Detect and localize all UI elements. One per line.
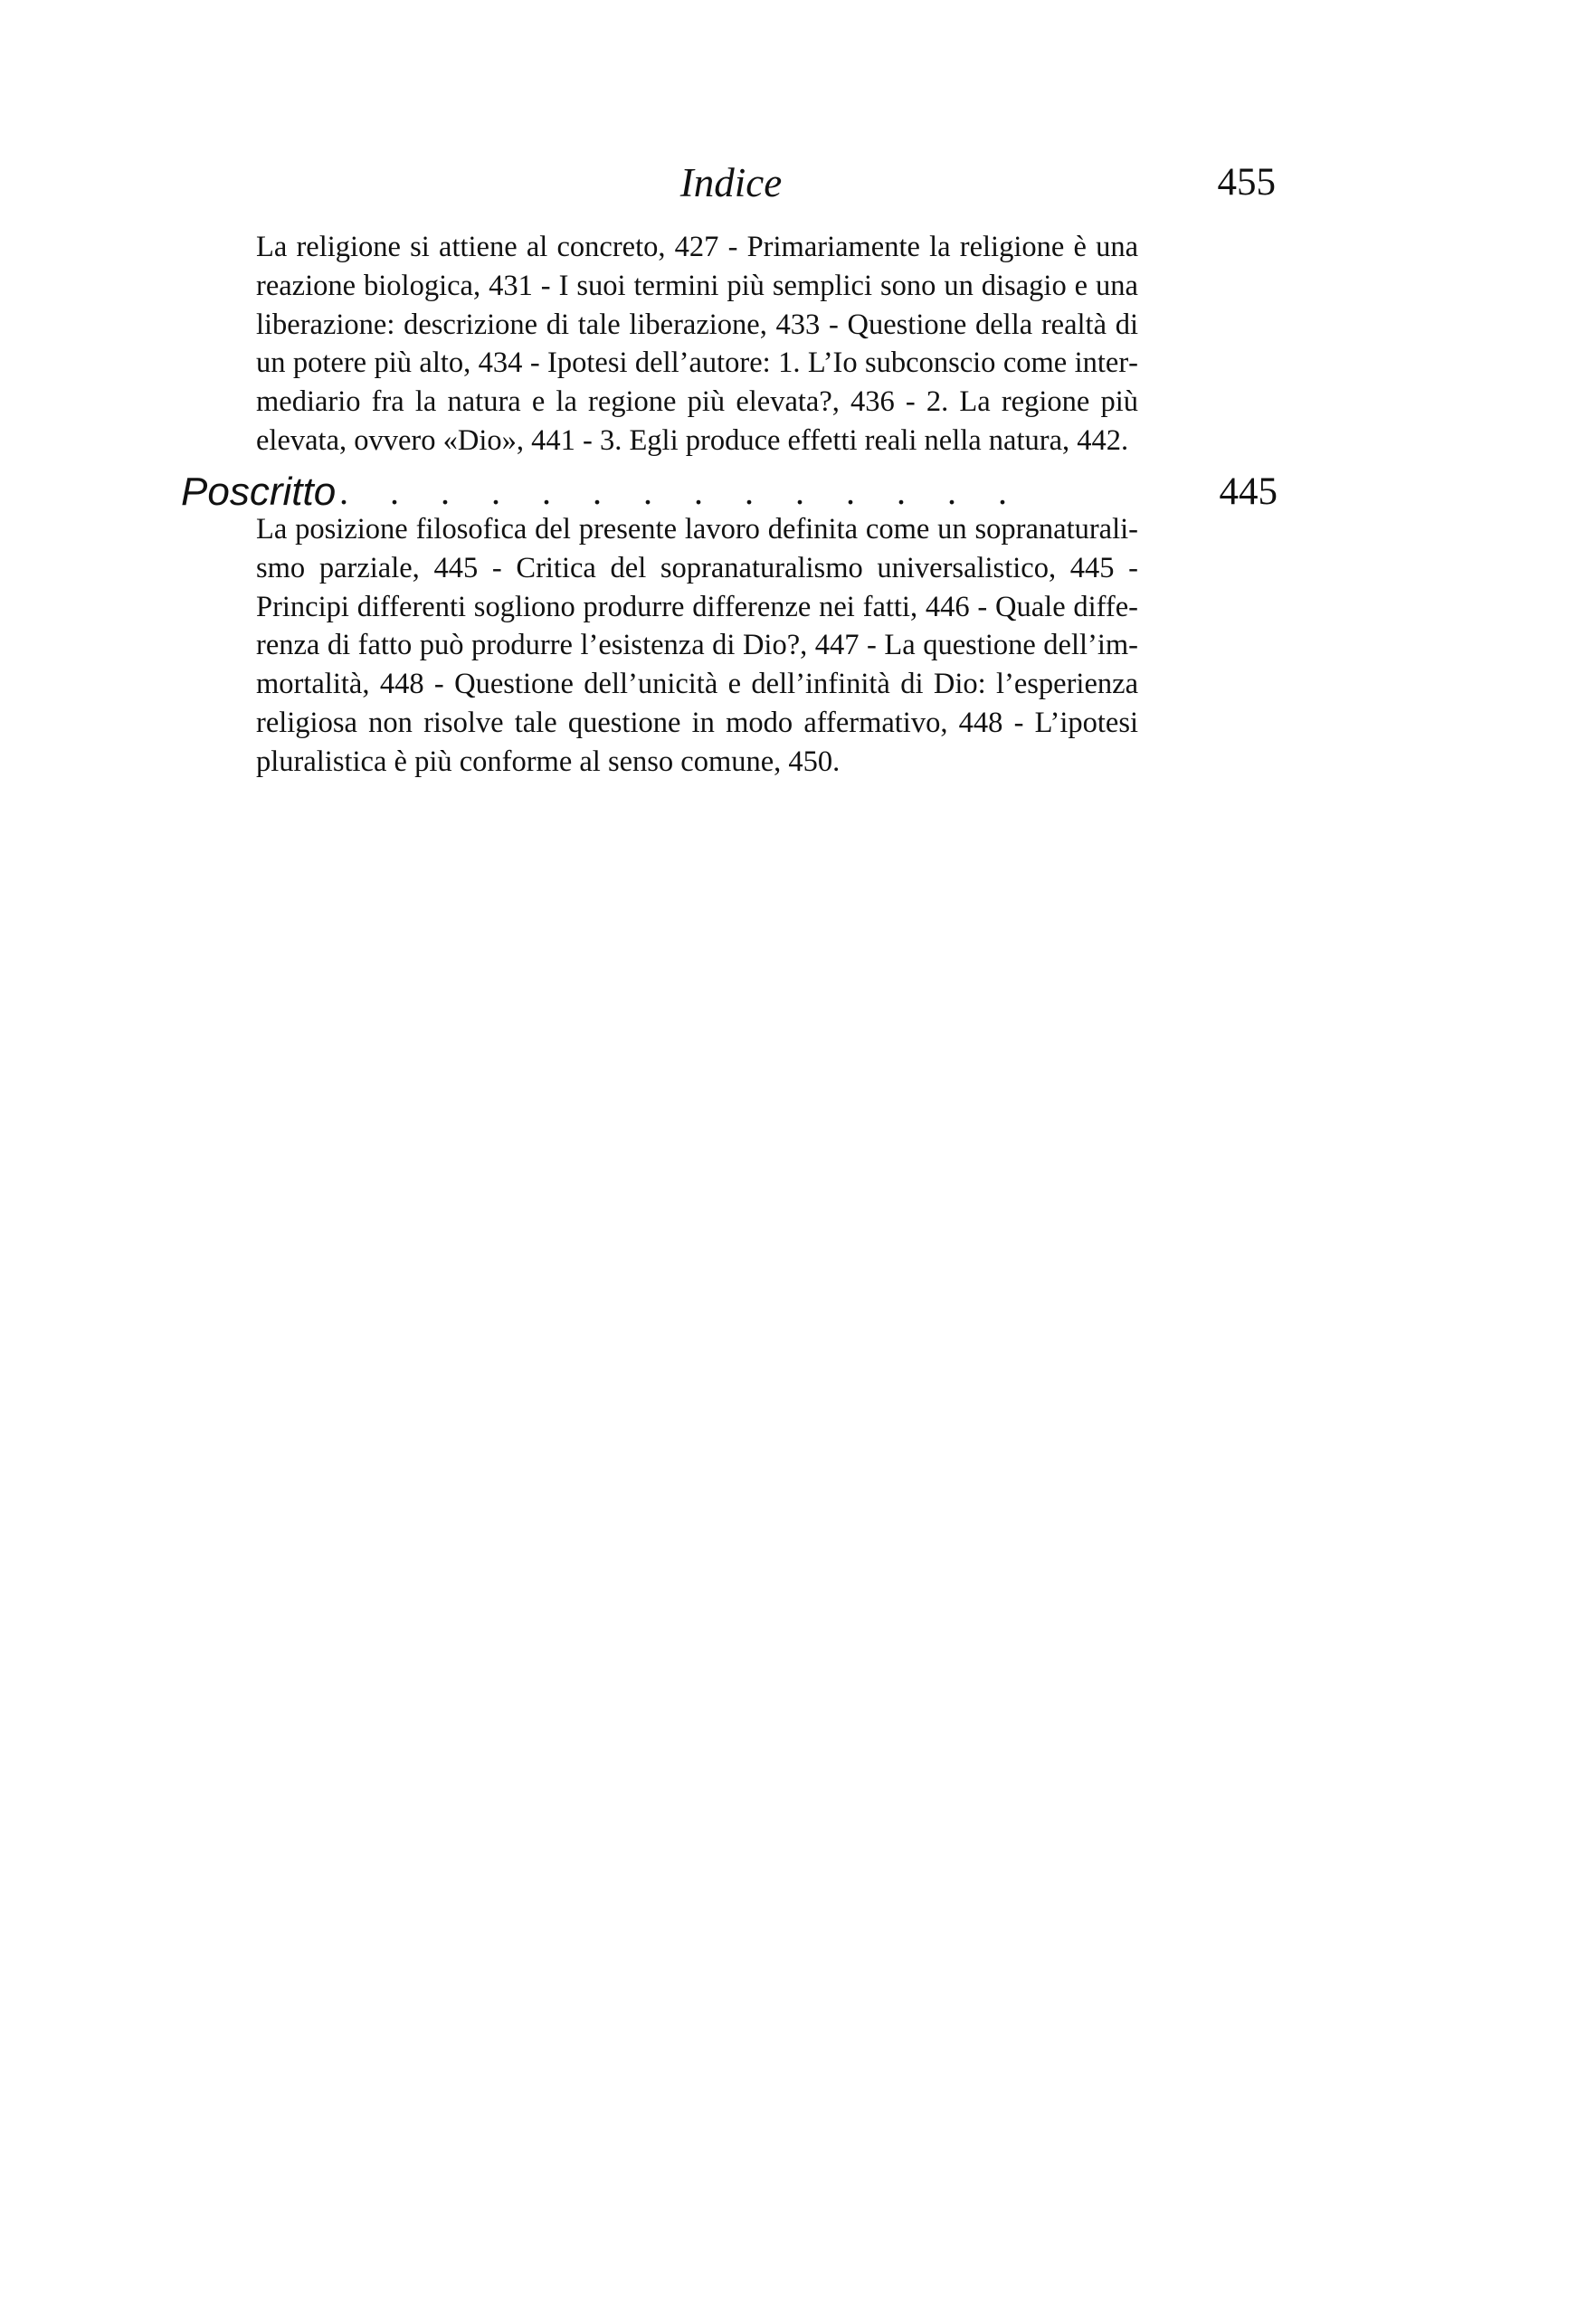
- poscritto-summary-paragraph: La posizione filosofica del presente lavoro definita come un sopranaturalismo parziale, 445 - Critica del sopranaturalismo universalistico, 445 - Principi differenti sogliono produrre differenze nei fatti, 446 - Quale differenza di fatto può produrre l’esistenza di Dio?, 447 - La questione dell’immortalità, 448 - Questione dell’unicità e dell’infinità di Dio: l’esperienza religiosa non risolve tale questione in modo affermativo, 448 - L’ipotesi pluralistica è più conforme al senso comune, 450.: [256, 513, 1138, 778]
- running-head-title: Indice: [679, 160, 783, 205]
- chapter-summary-paragraph: La religione si attiene al concreto, 427 - Primariamente la religione è una reazione biologica, 431 - I suoi termini più semplici sono un disagio e una liberazione: descrizione di tale liberazione, 433 - Questione della realtà di un potere più alto, 434 - Ipotesi dell’autore: 1. L’Io subconscio come intermediario fra la natura e la regione più elevata?, 436 - 2. La regione più elevata, ovvero «Dio», 441 - 3. Egli produce effetti reali nella natura, 442.: [256, 231, 1138, 457]
- page-number: 455: [1217, 161, 1276, 204]
- section-title: Poscritto: [181, 470, 337, 514]
- running-head: [0, 156, 1596, 210]
- section-page-number: 445: [1219, 470, 1278, 513]
- dot-leaders: . . . . . . . . . . . . . .: [339, 471, 1023, 512]
